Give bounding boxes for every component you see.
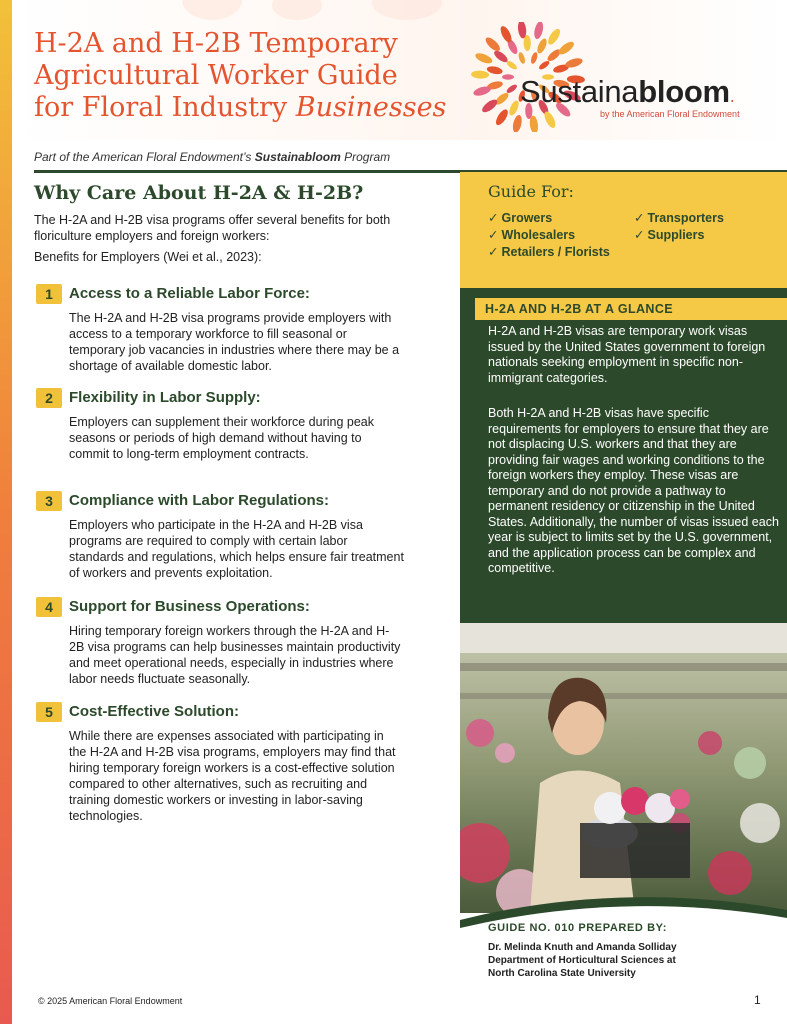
logo-dot: . (729, 86, 735, 106)
logo-petal (474, 51, 494, 65)
department-line: Department of Horticultural Sciences at (488, 955, 676, 966)
program-name: Sustainabloom (254, 150, 341, 164)
decorative-petal (372, 0, 442, 20)
section-heading: Why Care About H-2A & H-2B? (34, 182, 364, 204)
logo-petal (530, 51, 539, 64)
benefit-title: Access to a Reliable Labor Force: (69, 285, 310, 302)
guide-for-item-label: Growers (501, 211, 553, 225)
benefit-title: Cost-Effective Solution: (69, 703, 240, 720)
benefit-title: Flexibility in Labor Supply: (69, 389, 261, 406)
guide-for-item (634, 210, 724, 225)
benefit-number-badge: 5 (36, 702, 62, 722)
checkmark-icon: ✓ (488, 228, 499, 242)
benefits-label: Benefits for Employers (Wei et al., 2023): (34, 250, 262, 264)
logo-petal (538, 59, 551, 70)
benefit-body: The H-2A and H-2B visa programs provide employers with access to a temporary workforce to fill seasonal or temporary job vacancies in industries where there may be a shortage of available domestic labor. (69, 311, 400, 373)
logo-petal (511, 114, 523, 132)
checkmark-icon: ✓ (488, 211, 499, 225)
guide-for-item (634, 227, 704, 242)
page-number: 1 (754, 993, 761, 1007)
guide-for-item-label: Wholesalers (501, 228, 576, 242)
benefit-body: Employers can supplement their workforce during peak seasons or periods of high demand without having to commit to long-term employment contracts. (69, 415, 375, 461)
photo-illustration (460, 623, 787, 913)
title-line-1: H-2A and H-2B Temporary (34, 28, 398, 59)
checkmark-icon: ✓ (634, 211, 645, 225)
benefit-body: Employers who participate in the H-2A and H-2B visa programs are required to comply with certain labor standards and regulations, which helps ensure fair treatment of workers and prevents exploitation. (69, 518, 404, 580)
logo-petal (517, 51, 526, 64)
left-accent-stripe (0, 0, 12, 1024)
guide-for-item-label: Suppliers (647, 228, 705, 242)
greenhouse-worker-photo (460, 623, 787, 913)
prepared-by-label: GUIDE NO. 010 PREPARED BY: (488, 922, 668, 934)
program-line (34, 150, 390, 164)
footer-copyright: © 2025 American Floral Endowment (38, 996, 183, 1006)
decorative-petal (182, 0, 242, 20)
guide-for-box (460, 172, 787, 288)
at-a-glance-panel (460, 288, 787, 623)
logo-petal (483, 35, 502, 53)
checkmark-icon: ✓ (634, 228, 645, 242)
program-suffix: Program (340, 150, 391, 164)
logo-wordmark (520, 74, 734, 110)
at-a-glance-paragraph-1: H-2A and H-2B visas are temporary work visas issued by the United States government to foreign nationals seeking employment in specific non-immigrant categories. (488, 324, 766, 385)
guide-for-item-label: Transporters (647, 211, 724, 225)
title-line-3-italic: Businesses (295, 92, 447, 123)
logo-text-bold: bloom (638, 74, 730, 109)
logo-petal (546, 27, 562, 46)
guide-for-item (488, 244, 610, 259)
checkmark-icon: ✓ (488, 245, 499, 259)
logo-petal (533, 22, 545, 40)
benefit-number-badge: 4 (36, 597, 62, 617)
benefit-title: Support for Business Operations: (69, 598, 310, 615)
benefit-title: Compliance with Labor Regulations: (69, 492, 330, 509)
at-a-glance-heading: H-2A AND H-2B AT A GLANCE (475, 298, 787, 320)
intro-paragraph: The H-2A and H-2B visa programs offer several benefits for both floriculture employers and foreign workers: (34, 213, 391, 243)
title-line-2: Agricultural Worker Guide (34, 60, 398, 91)
logo-petal (505, 83, 518, 94)
university-line: North Carolina State University (488, 968, 636, 979)
at-a-glance-paragraph-2: Both H-2A and H-2B visas have specific requirements for employers to ensure that they are not displacing U.S. workers and that they are providing fair wages and working conditions to the foreign workers they employ. These visas are temporary and do not provide a pathway to permanent residency or citizenship in the United States. Additionally, the number of visas issued each year is subject to limits set by the U.S. government, and the application process can be complex and competitive. (488, 406, 779, 575)
logo-petal (471, 70, 489, 79)
benefit-body: Hiring temporary foreign workers through the H-2A and H-2B visa programs can help businesses maintain productivity and meet operational needs, especially in industries where labor needs fluctuate seasonally. (69, 624, 401, 686)
logo-text-regular: Sustaina (520, 74, 639, 109)
logo-petal (507, 99, 520, 117)
logo-subtitle: by the American Floral Endowment (600, 109, 740, 119)
program-prefix: Part of the American Floral Endowment’s (34, 150, 255, 164)
benefit-body: While there are expenses associated with participating in the H-2A and H-2B visa programs, employers may find that hiring temporary foreign workers is a cost-effective solution compared to other alternatives, such as recruiting and training domestic workers or investing in labor-saving technologies. (69, 729, 396, 823)
guide-for-item-label: Retailers / Florists (501, 245, 610, 259)
benefit-number-badge: 3 (36, 491, 62, 511)
logo-petal (502, 74, 514, 79)
title-line-3: for Floral Industry (34, 92, 296, 123)
page-title (34, 28, 464, 124)
logo-petal (486, 65, 503, 75)
benefit-number-badge: 1 (36, 284, 62, 304)
logo-petal (494, 108, 510, 127)
decorative-petal (272, 0, 322, 20)
benefit-number-badge: 2 (36, 388, 62, 408)
guide-for-title: Guide For: (488, 182, 574, 201)
guide-for-item (488, 210, 552, 225)
logo-petal (535, 37, 548, 55)
guide-for-item (488, 227, 575, 242)
author-line: Dr. Melinda Knuth and Amanda Solliday (488, 942, 677, 953)
